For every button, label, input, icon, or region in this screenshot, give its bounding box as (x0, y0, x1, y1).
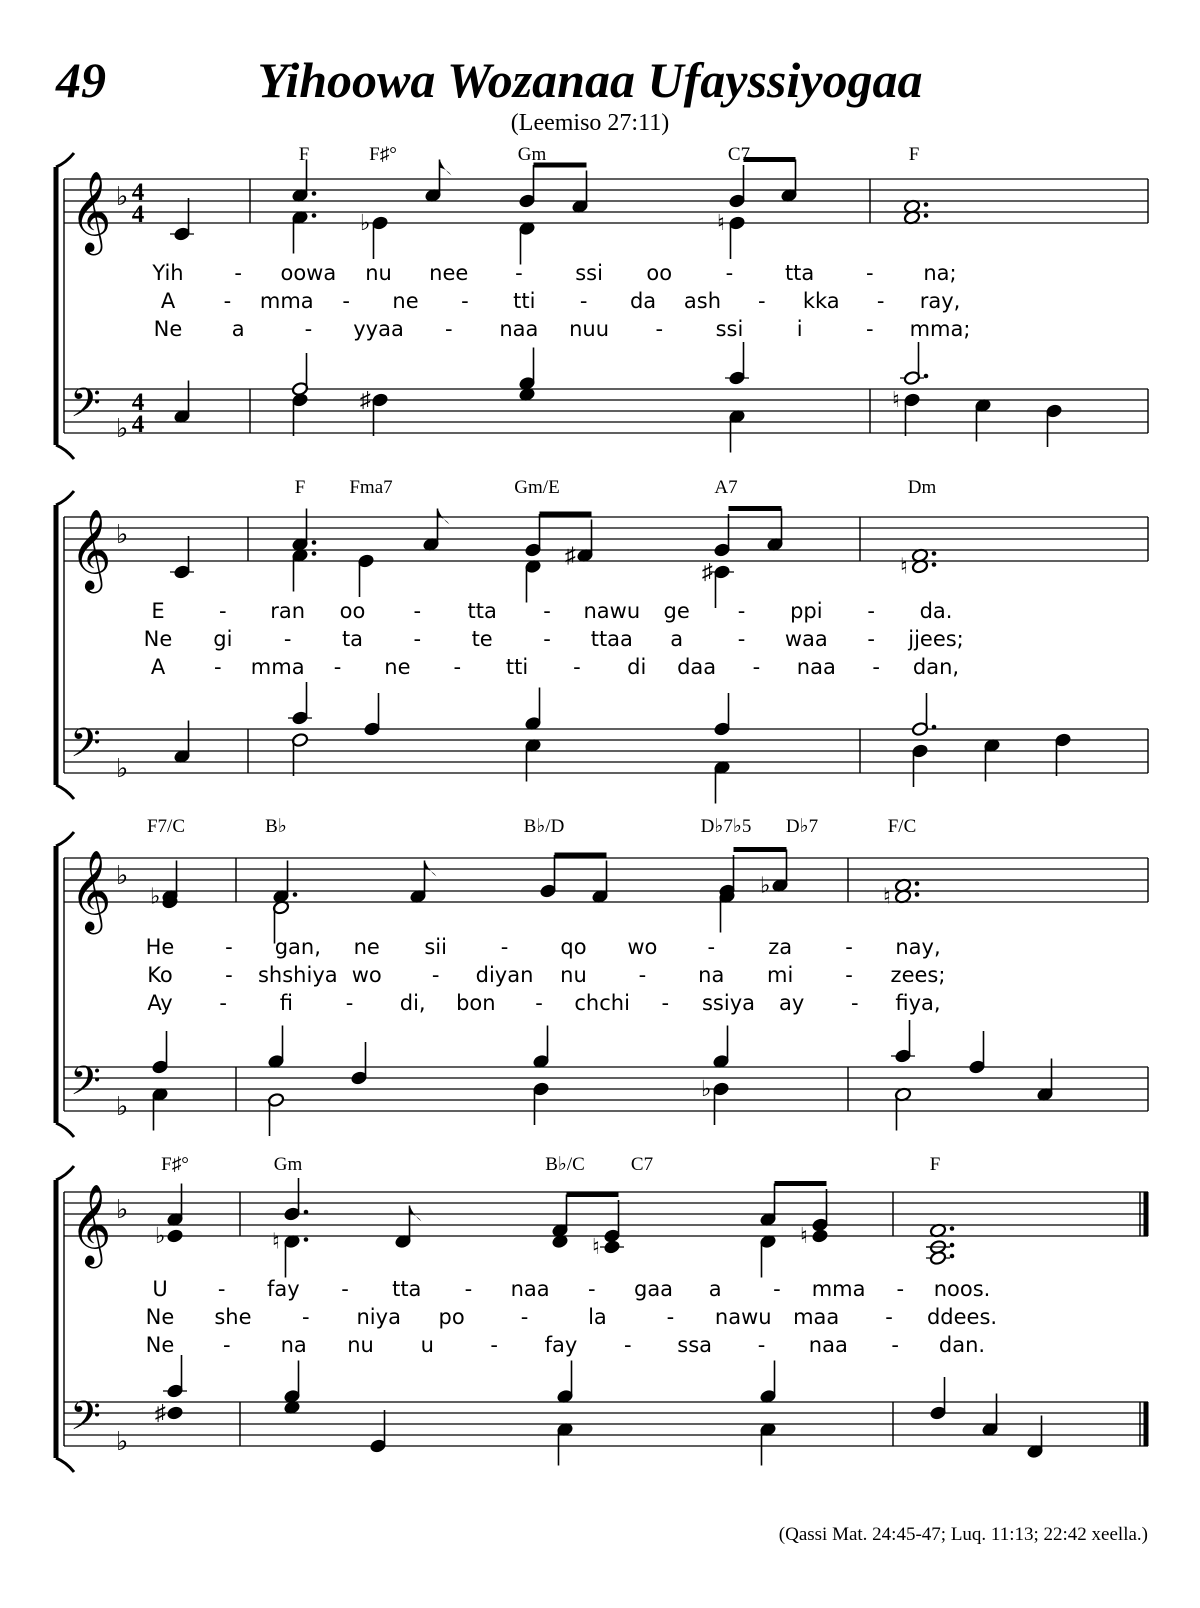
lyric-syllable: jjees; (908, 627, 964, 651)
lyric-syllable: - (453, 655, 462, 679)
accidental: ♭ (155, 1223, 166, 1248)
lyric-syllable: na (280, 1333, 307, 1357)
chord-symbol: F♯° (369, 144, 397, 165)
time-signature-top: 4 (131, 179, 145, 206)
lyric-syllable: oo (339, 599, 366, 623)
lyric-syllable: - (573, 655, 581, 679)
chord-symbol: Dm (907, 477, 937, 498)
lyric-syllable: da. (919, 599, 953, 623)
treble-clef-icon: 𝄞 (70, 512, 112, 589)
accidental: ♮ (900, 553, 908, 579)
chord-symbol: Gm/E (514, 477, 560, 498)
music-system (56, 1154, 1148, 1472)
lyric-syllable: - (333, 655, 342, 679)
lyric-syllable: Ne (145, 1333, 175, 1357)
lyric-syllable: mma (811, 1277, 866, 1301)
chord-symbol: A7 (714, 477, 738, 498)
lyric-syllable: - (867, 627, 875, 651)
lyric-syllable: Ne (145, 1305, 175, 1329)
chord-symbol: F (908, 144, 920, 165)
lyric-syllable: a (708, 1277, 722, 1301)
lyric-syllable: A (160, 289, 176, 313)
accidental: ♭ (150, 883, 161, 909)
lyric-syllable: - (431, 963, 440, 987)
lyric-syllable: - (758, 289, 766, 313)
lyric-syllable: bon (456, 991, 496, 1015)
dot (312, 551, 317, 556)
dot (950, 1243, 955, 1248)
lyric-syllable: ssi (715, 317, 744, 341)
chord-symbol: B♭ (265, 816, 287, 837)
lyric-syllable: - (638, 963, 647, 987)
hymn-title: Yihoowa Wozanaa Ufayssiyogaa (257, 52, 923, 108)
dot (924, 213, 929, 218)
lyric-syllable: - (896, 1277, 905, 1301)
lyric-syllable: i (796, 317, 803, 341)
lyric-syllable: fiya, (895, 991, 941, 1015)
dot (304, 1210, 309, 1215)
lyric-syllable: ne (353, 935, 380, 959)
music-system (56, 816, 1148, 1137)
bass-clef-icon: 𝄢 (70, 1395, 101, 1448)
lyric-syllable: - (214, 655, 222, 679)
lyric-syllable: fay (267, 1277, 300, 1301)
lyric-syllable: - (707, 935, 716, 959)
lyric-syllable: tta (784, 261, 815, 285)
lyric-syllable: naa (796, 655, 836, 679)
lyric-syllable: - (737, 599, 746, 623)
key-signature-flat: ♭ (116, 1195, 129, 1224)
accidental: ♭ (701, 1076, 712, 1101)
time-signature-bottom: 4 (131, 201, 145, 228)
lyric-syllable: - (579, 289, 588, 313)
lyric-syllable: nu (560, 963, 587, 987)
treble-clef-icon: 𝄞 (70, 174, 112, 251)
lyric-syllable: kka (802, 289, 840, 313)
time-signature-bottom: 4 (131, 411, 145, 438)
lyric-syllable: zees; (890, 963, 946, 987)
lyric-syllable: ddees. (926, 1305, 998, 1329)
lyric-syllable: u (420, 1333, 434, 1357)
bass-clef-icon: 𝄢 (70, 382, 101, 435)
accidental: ♭ (360, 210, 371, 235)
flag (440, 160, 452, 176)
lyric-syllable: nuu (569, 317, 610, 341)
dot (924, 202, 929, 207)
dot (915, 892, 920, 897)
lyric-syllable: - (515, 261, 523, 285)
lyric-syllable: yyaa (353, 317, 404, 341)
note-head (603, 1240, 620, 1255)
music-system (56, 144, 1148, 459)
lyric-syllable: oo (646, 261, 673, 285)
lyric-syllable: - (342, 289, 350, 313)
time-signature-top: 4 (131, 389, 145, 416)
lyric-syllable: ray, (919, 289, 961, 313)
accidental: ♮ (717, 210, 725, 235)
lyric-syllable: ssi (575, 261, 603, 285)
lyric-syllable: tta (467, 599, 497, 623)
lyric-syllable: ta (341, 627, 364, 651)
lyric-syllable: - (217, 1277, 226, 1301)
note-head (166, 1229, 183, 1244)
lyric-syllable: daa (677, 655, 717, 679)
lyric-syllable: - (725, 261, 734, 285)
lyric-syllable: ran (270, 599, 306, 623)
lyric-syllable: - (666, 1305, 675, 1329)
lyric-syllable: Ne (143, 627, 173, 651)
lyric-syllable: wo (351, 963, 382, 987)
lyric-syllable: za (768, 935, 793, 959)
lyric-syllable: - (543, 627, 551, 651)
dot (950, 1226, 955, 1231)
lyric-syllable: la (588, 1305, 607, 1329)
accidental: ♯ (155, 1400, 166, 1425)
accidental: ♯ (360, 387, 371, 412)
chord-symbol: F (294, 477, 306, 498)
lyric-syllable: a (231, 317, 245, 341)
lyric-syllable: - (866, 317, 874, 341)
lyric-syllable: Ay (147, 991, 173, 1015)
lyric-syllable: - (234, 261, 242, 285)
lyric-syllable: - (490, 1333, 498, 1357)
lyric-syllable: nawu (714, 1305, 772, 1329)
lyric-syllable: sii (424, 935, 447, 959)
key-signature-flat: ♭ (116, 754, 129, 783)
chord-symbol: D♭7♭5 (700, 816, 752, 837)
bass-clef-icon: 𝄢 (70, 1060, 101, 1113)
lyric-syllable: tti (513, 289, 536, 313)
lyric-syllable: naa (510, 1277, 550, 1301)
dot (924, 374, 929, 379)
dot (932, 725, 937, 730)
lyric-syllable: ne (392, 289, 419, 313)
lyric-syllable: te (471, 627, 493, 651)
accidental: ♮ (892, 387, 900, 412)
lyric-syllable: - (757, 1333, 766, 1357)
dot (932, 562, 937, 567)
music-system (56, 477, 1148, 804)
lyric-syllable: wo (627, 935, 658, 959)
lyric-syllable: - (866, 261, 874, 285)
dot (312, 213, 317, 218)
lyric-syllable: mma; (909, 317, 971, 341)
lyric-syllable: - (223, 289, 232, 313)
accidental: ♮ (272, 1228, 280, 1254)
lyric-syllable: qo (560, 935, 587, 959)
lyric-syllable: di, (399, 991, 426, 1015)
chord-symbol: F (929, 1154, 941, 1175)
bass-clef-icon: 𝄢 (70, 722, 101, 775)
lyric-syllable: ge (663, 599, 690, 623)
lyric-syllable: ttaa (590, 627, 633, 651)
lyric-syllable: Ko (147, 963, 173, 987)
lyric-syllable: - (225, 963, 233, 987)
lyric-syllable: na (698, 963, 725, 987)
accidental: ♮ (883, 883, 891, 909)
note-head (929, 1251, 946, 1266)
treble-clef-icon: 𝄞 (70, 853, 112, 930)
lyric-syllable: ne (384, 655, 411, 679)
lyric-syllable: di (627, 655, 647, 679)
lyric-syllable: da (629, 289, 657, 313)
lyric-syllable: - (867, 599, 875, 623)
lyric-syllable: - (444, 317, 453, 341)
lyric-syllable: - (520, 1305, 529, 1329)
chord-symbol: B♭/C (545, 1154, 585, 1175)
lyric-syllable: - (304, 317, 313, 341)
dot (950, 1254, 955, 1259)
lyric-syllable: - (543, 599, 551, 623)
chord-symbol: Gm (517, 144, 547, 165)
key-signature-flat: ♭ (116, 414, 129, 443)
lyric-syllable: - (851, 991, 859, 1015)
lyric-syllable: mma (259, 289, 314, 313)
accidental: ♮ (800, 1223, 808, 1248)
lyric-syllable: a (670, 627, 684, 651)
lyric-syllable: nu (347, 1333, 374, 1357)
lyric-syllable: dan. (938, 1333, 986, 1357)
treble-clef-icon: 𝄞 (70, 1187, 112, 1264)
lyric-syllable: mi (767, 963, 794, 987)
dot (304, 1237, 309, 1242)
lyric-syllable: - (588, 1277, 596, 1301)
lyric-syllable: nay, (895, 935, 941, 959)
lyric-syllable: - (500, 935, 509, 959)
chord-symbol: F/C (887, 816, 917, 837)
lyric-syllable: - (624, 1333, 632, 1357)
lyric-syllable: gaa (633, 1277, 674, 1301)
lyric-syllable: - (464, 1277, 473, 1301)
lyric-syllable: tti (505, 655, 529, 679)
lyric-syllable: she (214, 1305, 252, 1329)
chord-symbol: B♭/D (523, 816, 565, 837)
key-signature-flat: ♭ (116, 520, 129, 549)
lyric-syllable: - (219, 599, 227, 623)
lyric-syllable: - (341, 1277, 349, 1301)
scripture-reference: (Leemiso 27:11) (510, 110, 670, 136)
dot (915, 881, 920, 886)
lyric-syllable: ssiya (701, 991, 756, 1015)
dot (312, 540, 317, 545)
lyric-syllable: - (219, 991, 227, 1015)
lyric-syllable: mma (250, 655, 305, 679)
music-systems (56, 144, 1148, 1472)
lyric-syllable: ay (779, 991, 805, 1015)
accidental: ♭ (760, 872, 771, 898)
chord-symbol: F♯° (161, 1154, 189, 1175)
lyric-syllable: gan, (274, 935, 321, 959)
chord-symbol: F7/C (146, 816, 186, 837)
lyric-syllable: waa (784, 627, 828, 651)
lyric-syllable: naa (808, 1333, 848, 1357)
accidental: ♮ (592, 1234, 600, 1259)
lyric-syllable: - (845, 935, 853, 959)
lyric-syllable: fay (544, 1333, 578, 1357)
lyric-syllable: gi (213, 627, 233, 651)
lyric-syllable: nee (429, 261, 469, 285)
lyric-syllable: noos. (933, 1277, 991, 1301)
lyric-syllable: - (891, 1333, 899, 1357)
lyric-syllable: U (152, 1277, 168, 1301)
hymn-number: 49 (56, 52, 106, 108)
lyric-syllable: - (283, 627, 292, 651)
lyric-syllable: - (737, 627, 746, 651)
key-signature-flat: ♭ (116, 182, 129, 211)
dot (293, 892, 298, 897)
lyric-syllable: - (885, 1305, 893, 1329)
key-signature-flat: ♭ (116, 1427, 129, 1456)
note-head (166, 1406, 183, 1421)
lyric-syllable: tta (392, 1277, 422, 1301)
lyric-syllable: - (661, 991, 670, 1015)
note-head (811, 1229, 828, 1244)
lyric-syllable: shshiya (257, 963, 338, 987)
lyric-syllable: dan, (912, 655, 960, 679)
lyric-syllable: ssa (677, 1333, 713, 1357)
lyric-syllable: - (413, 599, 422, 623)
chord-symbol: C7 (630, 1154, 654, 1175)
lyric-syllable: - (752, 655, 761, 679)
chord-symbol: Gm (273, 1154, 303, 1175)
lyric-syllable: niya (356, 1305, 401, 1329)
chord-symbol: C7 (727, 144, 751, 165)
lyric-syllable: Yih (152, 261, 184, 285)
lyric-syllable: He (145, 935, 175, 959)
chord-symbol: F (298, 144, 310, 165)
dot (932, 551, 937, 556)
lyric-syllable: - (345, 991, 354, 1015)
lyric-syllable: - (876, 289, 885, 313)
footer-reference: (Qassi Mat. 24:45-47; Luq. 11:13; 22:42 xeella.) (778, 1524, 1148, 1545)
lyric-syllable: A (150, 655, 166, 679)
lyric-syllable: ppi (790, 599, 823, 623)
dot (312, 191, 317, 196)
lyric-syllable: naa (499, 317, 539, 341)
lyric-syllable: - (302, 1305, 310, 1329)
lyric-syllable: fi (279, 991, 293, 1015)
key-signature-flat: ♭ (116, 861, 129, 890)
accidental: ♯ (702, 559, 713, 584)
lyric-syllable: - (225, 935, 233, 959)
chord-symbol: Fma7 (349, 477, 393, 498)
lyric-syllable: Ne (153, 317, 183, 341)
lyric-syllable: diyan (475, 963, 534, 987)
lyric-syllable: nawu (583, 599, 641, 623)
lyric-syllable: - (223, 1333, 231, 1357)
lyric-syllable: chchi (574, 991, 630, 1015)
lyric-syllable: po (438, 1305, 465, 1329)
lyric-syllable: - (655, 317, 664, 341)
lyric-syllable: - (461, 289, 469, 313)
lyric-syllable: - (773, 1277, 781, 1301)
lyric-syllable: na; (923, 261, 957, 285)
lyric-syllable: oowa (280, 261, 337, 285)
lyric-syllable: E (151, 599, 165, 623)
lyric-syllable: - (872, 655, 880, 679)
lyric-syllable: maa (793, 1305, 840, 1329)
chord-symbol: D♭7 (785, 816, 819, 837)
lyric-syllable: - (845, 963, 853, 987)
lyric-syllable: - (413, 627, 422, 651)
lyric-syllable: ash (683, 289, 722, 313)
accidental: ♯ (565, 542, 576, 568)
lyric-syllable: nu (365, 261, 392, 285)
key-signature-flat: ♭ (116, 1092, 129, 1121)
lyric-syllable: - (535, 991, 543, 1015)
